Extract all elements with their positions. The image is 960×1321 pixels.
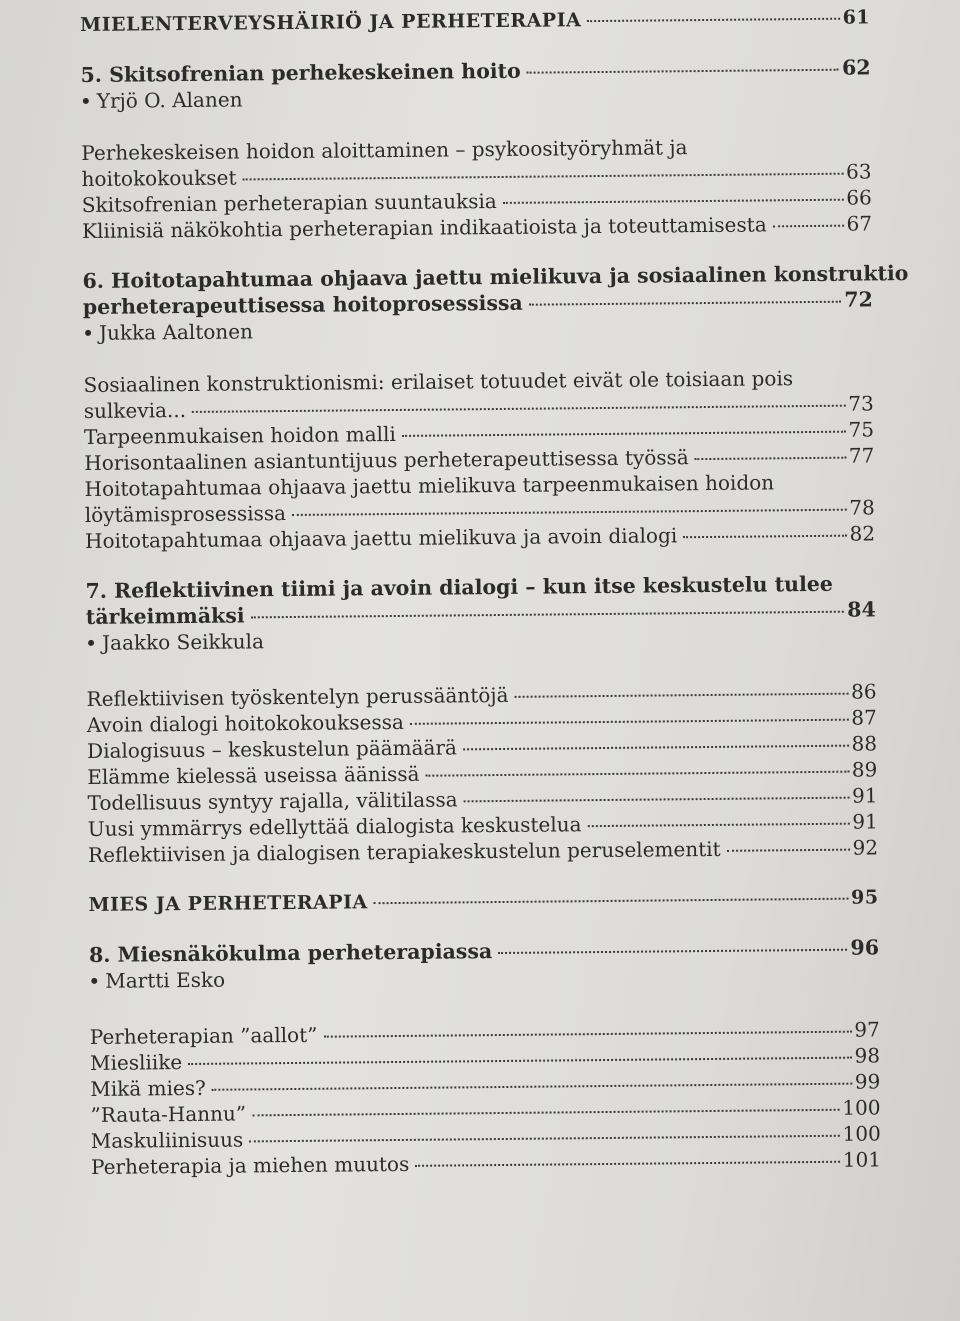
page-number: 91: [852, 809, 878, 834]
page-number: 101: [842, 1147, 882, 1172]
entry-text: Mikä mies?: [90, 1075, 206, 1101]
entry-text: Maskuliinisuus: [90, 1127, 244, 1153]
page-number: 95: [850, 886, 879, 909]
bullet-icon: [88, 640, 94, 646]
bullet-icon: [85, 330, 91, 336]
leader-dots: [192, 405, 845, 413]
page-number: 98: [854, 1043, 881, 1068]
entry-text: Perhekeskeisen hoidon aloittaminen – psykoosityöryhmät ja: [81, 135, 688, 165]
chapter-title: perheterapeuttisessa hoitoprosessissa: [82, 290, 523, 319]
chapter-title: tärkeimmäksi: [85, 603, 245, 629]
page-number: 92: [852, 835, 879, 860]
page-number: 75: [848, 417, 875, 442]
author-name: Martti Esko: [105, 967, 226, 993]
chapter-title: 6. Hoitotapahtumaa ohjaava jaettu mielikuva ja sosiaalinen konstruktio: [82, 261, 909, 293]
page-number: 63: [845, 159, 872, 184]
entry-text: Reflektiivisen työskentelyn perussääntöjä: [86, 682, 509, 711]
entry-text: Skitsofrenian perheterapian suuntauksia: [81, 189, 497, 217]
leader-dots: [242, 173, 843, 181]
leader-dots: [695, 457, 846, 460]
entry-text: hoitokokoukset: [81, 165, 237, 191]
entry-text: Kliinisiä näkökohtia perheterapian indikaatioista ja toteuttamisesta: [81, 212, 767, 243]
page-number: 100: [842, 1121, 881, 1146]
entry-text: Sosiaalinen konstruktionismi: erilaiset totuudet eivät ole toisiaan pois: [83, 366, 794, 397]
entry-text: löytämisprosessissa: [84, 501, 287, 527]
entry-text: Todellisuus syntyy rajalla, välitilassa: [87, 787, 458, 815]
entry-text: Hoitotapahtumaa ohjaava jaettu mielikuva tarpeenmukaisen hoidon: [84, 470, 775, 501]
leader-dots: [514, 693, 848, 698]
page-number: 62: [841, 55, 871, 80]
page-number: 77: [848, 443, 875, 468]
page-number: 99: [854, 1069, 881, 1094]
author-name: Yrjö O. Alanen: [96, 87, 243, 113]
leader-dots: [683, 535, 846, 539]
page-number: 66: [846, 185, 872, 210]
author-name: Jaakko Seikkula: [101, 629, 265, 655]
part-title: MIES JA PERHETERAPIA: [88, 891, 368, 916]
leader-dots: [251, 611, 845, 619]
leader-dots: [463, 745, 849, 751]
page-number: 89: [851, 757, 878, 782]
chapter-title: 7. Reflektiivinen tiimi ja avoin dialogi – kun itse keskustelu tulee: [85, 571, 833, 603]
bullet-icon: [83, 98, 89, 104]
page-number: 73: [848, 391, 874, 416]
leader-dots: [464, 797, 850, 803]
entry-text: Avoin dialogi hoitokokouksessa: [86, 709, 404, 737]
leader-dots: [292, 509, 846, 516]
entry-text: Horisontaalinen asiantuntijuus perheterapeuttisessa työssä: [84, 445, 689, 475]
leader-dots: [426, 771, 849, 777]
leader-dots: [188, 1057, 851, 1065]
leader-dots: [527, 69, 839, 74]
page-number: 82: [849, 521, 876, 546]
entry-text: Perheterapia ja miehen muutos: [90, 1151, 410, 1179]
page-number: 67: [846, 211, 873, 236]
leader-dots: [410, 719, 849, 725]
page-number: 84: [847, 597, 876, 622]
entry-text: Tarpeenmukaisen hoidon malli: [83, 421, 396, 449]
leader-dots: [249, 1135, 839, 1143]
leader-dots: [503, 199, 844, 204]
chapter-title: 5. Skitsofrenian perhekeskeinen hoito: [80, 58, 521, 87]
entry-text: Hoitotapahtumaa ohjaava jaettu mielikuva ja avoin dialogi: [84, 523, 678, 553]
bullet-icon: [91, 978, 97, 984]
leader-dots: [402, 431, 846, 437]
entry-text: Dialogisuus – keskustelun päämäärä: [86, 735, 458, 763]
page-number: 91: [851, 783, 878, 808]
page-number: 87: [851, 705, 877, 730]
page-number: 86: [850, 679, 877, 704]
entry-text: Reflektiivisen ja dialogisen terapiakeskustelun peruselementit: [87, 836, 721, 867]
author-name: Jukka Aaltonen: [98, 319, 254, 345]
table-of-contents: [80, 4, 909, 1180]
leader-dots: [773, 225, 844, 228]
leader-dots: [212, 1083, 852, 1091]
page-number: 97: [854, 1017, 880, 1042]
part-title: MIELENTERVEYSHÄIRIÖ JA PERHETERAPIA: [80, 9, 582, 36]
leader-dots: [415, 1161, 840, 1167]
entry-text: Perheterapian ”aallot”: [89, 1022, 318, 1049]
leader-dots: [252, 1109, 839, 1117]
entry-text: Elämme kielessä useissa äänissä: [87, 761, 420, 789]
leader-dots: [727, 849, 850, 852]
entry-text: Miesliike: [89, 1050, 183, 1075]
page-number: 72: [844, 287, 873, 312]
page-number: 88: [851, 731, 878, 756]
leader-dots: [529, 301, 842, 306]
leader-dots: [498, 949, 847, 954]
entry-text: ”Rauta-Hannu”: [90, 1101, 247, 1127]
entry-text: sulkevia...: [83, 398, 187, 423]
entry-text: Uusi ymmärrys edellyttää dialogista keskustelua: [87, 812, 582, 841]
page-number: 96: [850, 935, 880, 960]
page-number: 100: [842, 1095, 881, 1120]
page-number: 61: [842, 6, 871, 29]
leader-dots: [588, 823, 850, 828]
leader-dots: [587, 18, 839, 22]
page-number: 78: [849, 495, 875, 520]
leader-dots: [374, 898, 848, 905]
leader-dots: [323, 1031, 851, 1038]
chapter-title: 8. Miesnäkökulma perheterapiassa: [88, 939, 493, 967]
